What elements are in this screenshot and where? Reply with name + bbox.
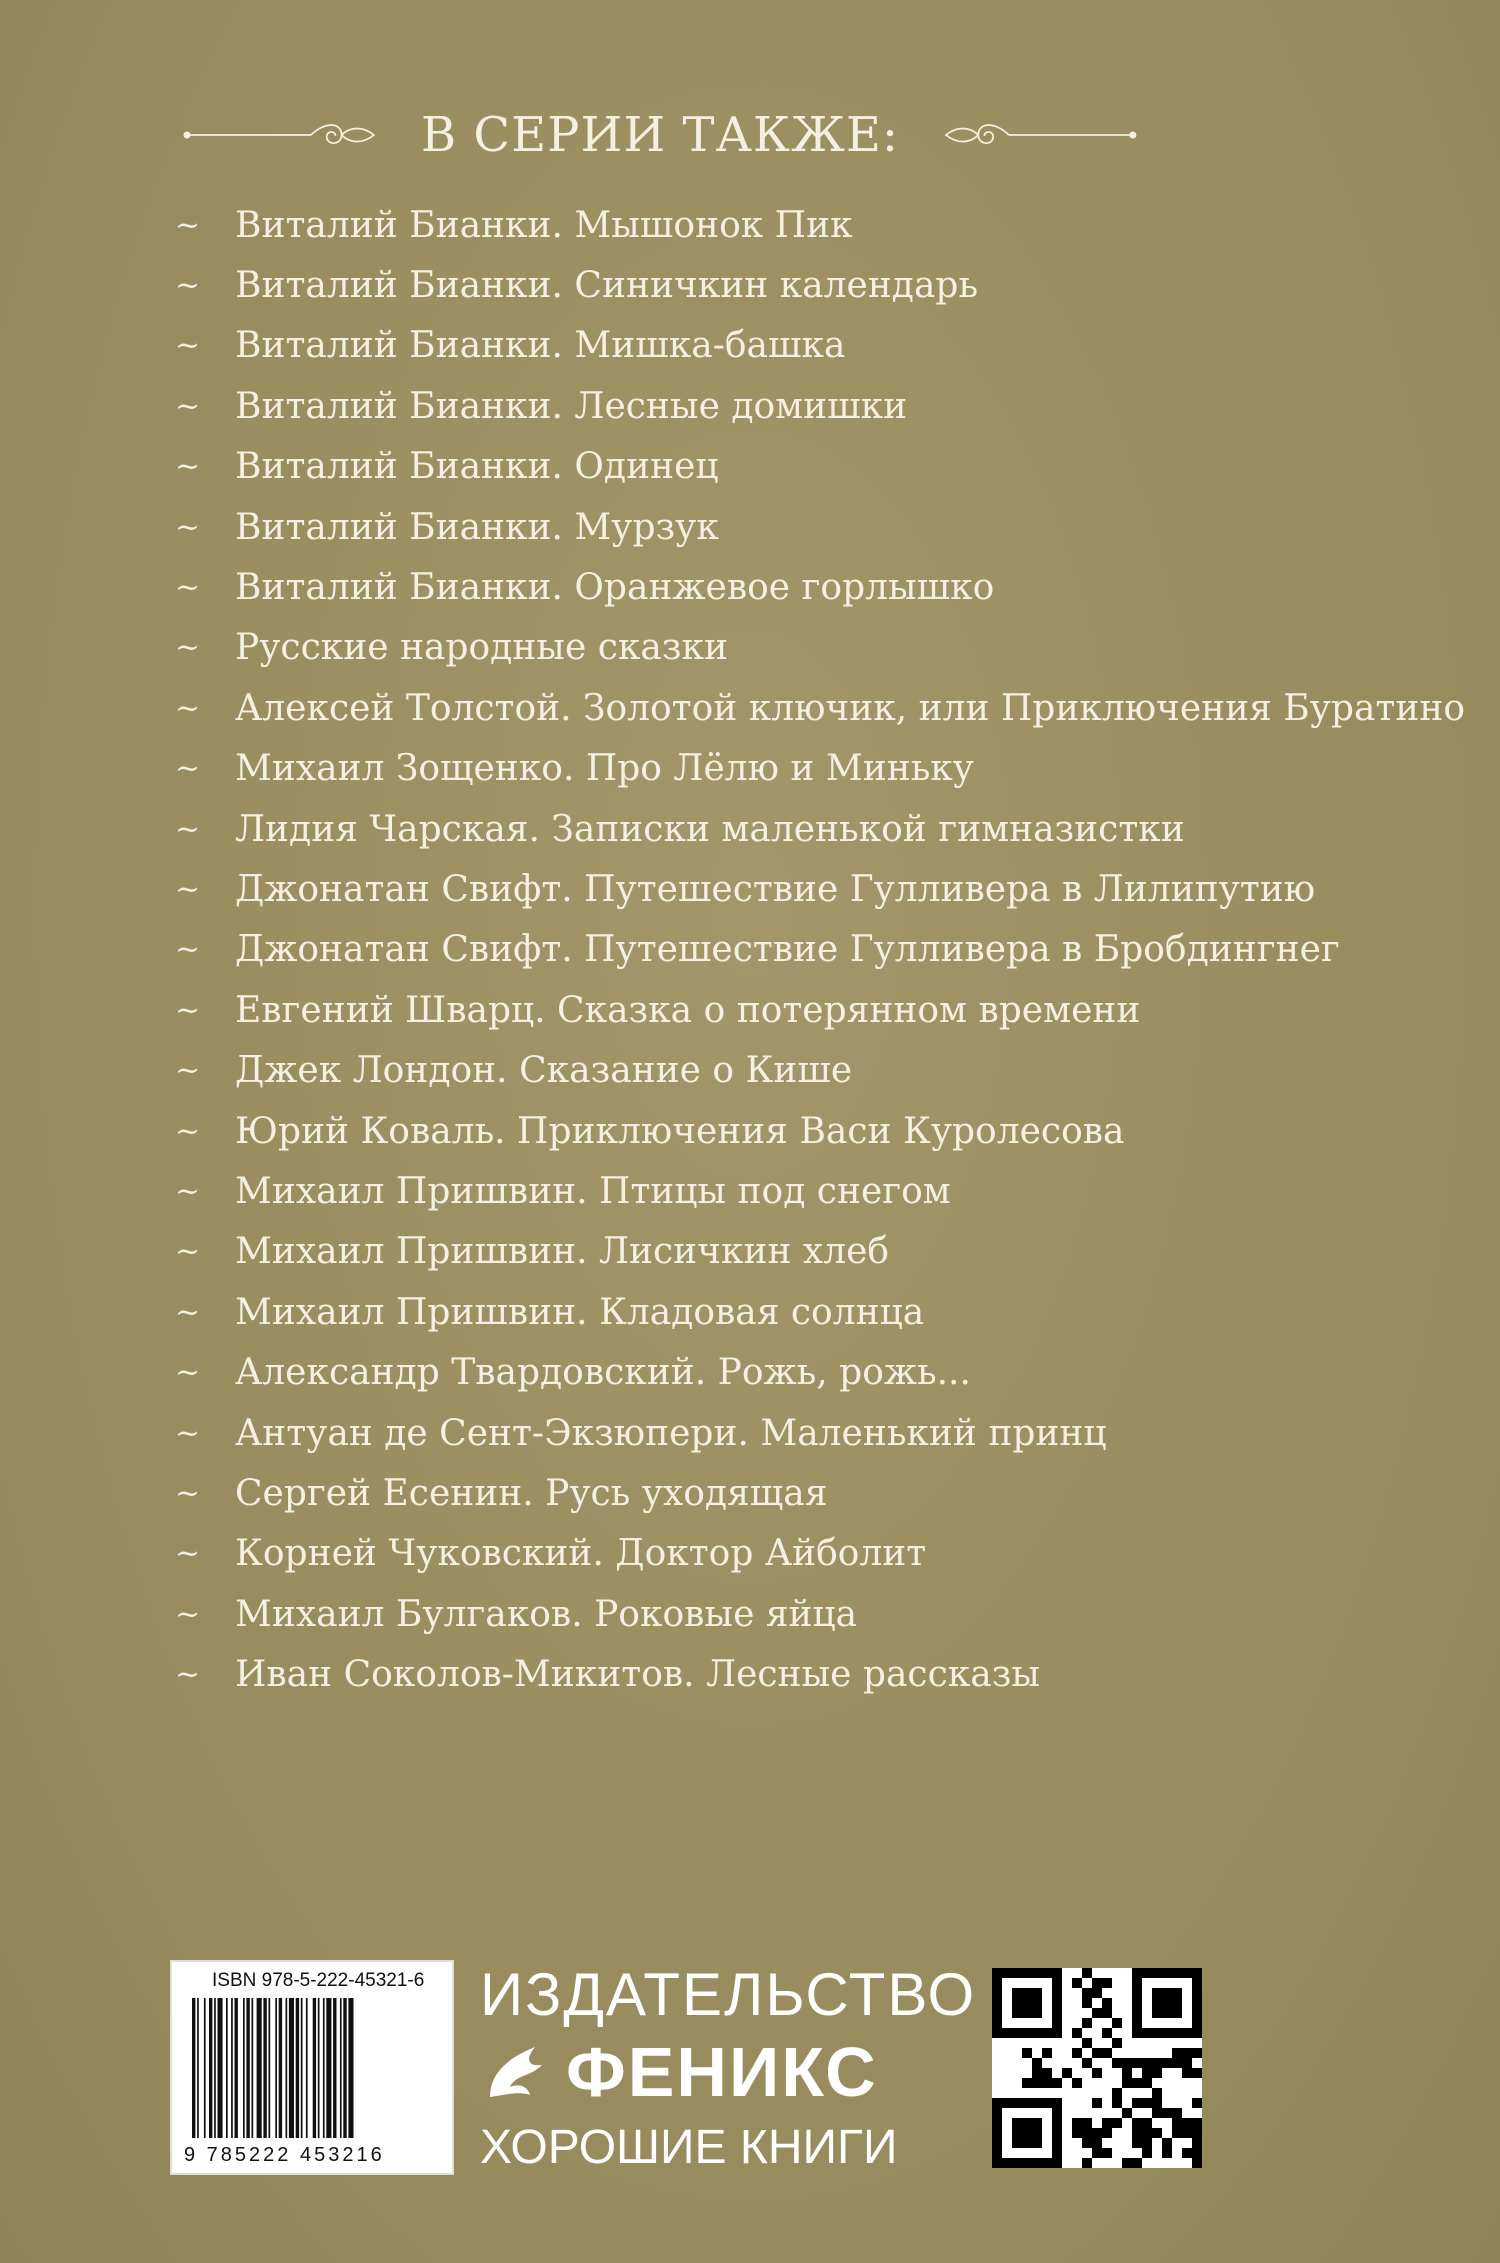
bullet-icon: ~ xyxy=(175,207,201,243)
bullet-icon: ~ xyxy=(175,992,201,1028)
bullet-icon: ~ xyxy=(175,328,201,364)
bullet-icon: ~ xyxy=(175,871,201,907)
list-item xyxy=(175,1342,1375,1402)
list-item xyxy=(175,1524,1375,1584)
list-item xyxy=(175,1222,1375,1282)
list-item xyxy=(175,1040,1375,1100)
list-item xyxy=(175,255,1375,315)
bullet-icon: ~ xyxy=(175,690,201,726)
book-title: Виталий Бианки. Мышонок Пик xyxy=(235,204,853,246)
bullet-icon: ~ xyxy=(175,570,201,606)
bullet-icon: ~ xyxy=(175,751,201,787)
list-item xyxy=(175,497,1375,557)
book-title: Алексей Толстой. Золотой ключик, или Приключения Буратино xyxy=(235,687,1466,729)
barcode-icon xyxy=(188,1998,438,2138)
book-title: Виталий Бианки. Синичкин календарь xyxy=(235,265,979,307)
book-title: Михаил Пришвин. Птицы под снегом xyxy=(235,1170,951,1212)
book-title: Виталий Бианки. Одинец xyxy=(235,446,719,488)
bullet-icon: ~ xyxy=(175,1173,201,1209)
book-title: Русские народные сказки xyxy=(235,627,728,669)
list-item xyxy=(175,316,1375,376)
book-title: Виталий Бианки. Оранжевое горлышко xyxy=(235,567,995,609)
bullet-icon: ~ xyxy=(175,811,201,847)
list-item xyxy=(175,557,1375,617)
bullet-icon: ~ xyxy=(175,1536,201,1572)
isbn-label: ISBN 978-5-222-45321-6 xyxy=(212,1970,425,1991)
series-header xyxy=(180,100,1140,170)
book-title: Виталий Бианки. Мурзук xyxy=(235,506,719,548)
list-item xyxy=(175,618,1375,678)
book-list xyxy=(175,195,1466,1705)
publisher-brand-name: ФЕНИКС xyxy=(566,2033,878,2111)
flourish-left-icon xyxy=(180,115,381,155)
list-item xyxy=(175,195,1375,255)
book-title: Михаил Булгаков. Роковые яйца xyxy=(235,1593,858,1635)
book-title: Михаил Пришвин. Лисичкин хлеб xyxy=(235,1231,890,1273)
flourish-right-icon xyxy=(939,115,1140,155)
book-title: Михаил Пришвин. Кладовая солнца xyxy=(235,1291,925,1333)
qr-code-box xyxy=(992,1968,1202,2168)
publisher-slogan: ХОРОШИЕ КНИГИ xyxy=(480,2121,898,2174)
list-item xyxy=(175,980,1375,1040)
bullet-icon: ~ xyxy=(175,1234,201,1270)
list-item xyxy=(175,799,1375,859)
bullet-icon: ~ xyxy=(175,1113,201,1149)
bullet-icon: ~ xyxy=(175,1355,201,1391)
book-title: Джонатан Свифт. Путешествие Гулливера в Бробдингнег xyxy=(235,929,1340,971)
book-title: Иван Соколов-Микитов. Лесные рассказы xyxy=(235,1654,1041,1696)
barcode-digits: 9 785222 453216 xyxy=(184,2144,385,2166)
list-item xyxy=(175,1584,1375,1644)
book-title: Джек Лондон. Сказание о Кише xyxy=(235,1050,853,1092)
list-item xyxy=(175,859,1375,919)
list-item xyxy=(175,1101,1375,1161)
list-item xyxy=(175,1463,1375,1523)
bullet-icon: ~ xyxy=(175,1415,201,1451)
list-item xyxy=(175,678,1466,738)
list-item xyxy=(175,1161,1375,1221)
list-item xyxy=(175,1403,1375,1463)
bullet-icon: ~ xyxy=(175,630,201,666)
book-title: Джонатан Свифт. Путешествие Гулливера в Лилипутию xyxy=(235,868,1316,910)
bullet-icon: ~ xyxy=(175,449,201,485)
book-title: Корней Чуковский. Доктор Айболит xyxy=(235,1533,927,1575)
bullet-icon: ~ xyxy=(175,509,201,545)
book-title: Антуан де Сент-Экзюпери. Маленький принц xyxy=(235,1412,1107,1454)
book-title: Виталий Бианки. Лесные домишки xyxy=(235,385,908,427)
phoenix-icon xyxy=(480,2037,550,2107)
bullet-icon: ~ xyxy=(175,1294,201,1330)
list-item xyxy=(175,920,1375,980)
barcode-box xyxy=(170,1960,454,2175)
book-title: Михаил Зощенко. Про Лёлю и Миньку xyxy=(235,748,974,790)
book-title: Юрий Коваль. Приключения Васи Куролесова xyxy=(235,1110,1125,1152)
list-item xyxy=(175,376,1375,436)
publisher-brand xyxy=(480,2032,878,2112)
list-item xyxy=(175,1282,1375,1342)
list-item xyxy=(175,1644,1375,1704)
list-item xyxy=(175,739,1375,799)
book-title: Виталий Бианки. Мишка-башка xyxy=(235,325,846,367)
qr-code-icon xyxy=(992,1968,1202,2168)
bullet-icon: ~ xyxy=(175,1053,201,1089)
bullet-icon: ~ xyxy=(175,1596,201,1632)
series-title: В СЕРИИ ТАКЖЕ: xyxy=(420,107,900,163)
bullet-icon: ~ xyxy=(175,388,201,424)
bullet-icon: ~ xyxy=(175,1657,201,1693)
book-title: Александр Твардовский. Рожь, рожь... xyxy=(235,1352,971,1394)
bullet-icon: ~ xyxy=(175,1475,201,1511)
book-title: Лидия Чарская. Записки маленькой гимназистки xyxy=(235,808,1185,850)
imprint-panel xyxy=(170,1960,1215,2175)
publisher-line1: ИЗДАТЕЛЬСТВО xyxy=(480,1961,977,2028)
list-item xyxy=(175,437,1375,497)
book-title: Сергей Есенин. Русь уходящая xyxy=(235,1472,828,1514)
bullet-icon: ~ xyxy=(175,932,201,968)
book-title: Евгений Шварц. Сказка о потерянном времени xyxy=(235,989,1141,1031)
bullet-icon: ~ xyxy=(175,268,201,304)
